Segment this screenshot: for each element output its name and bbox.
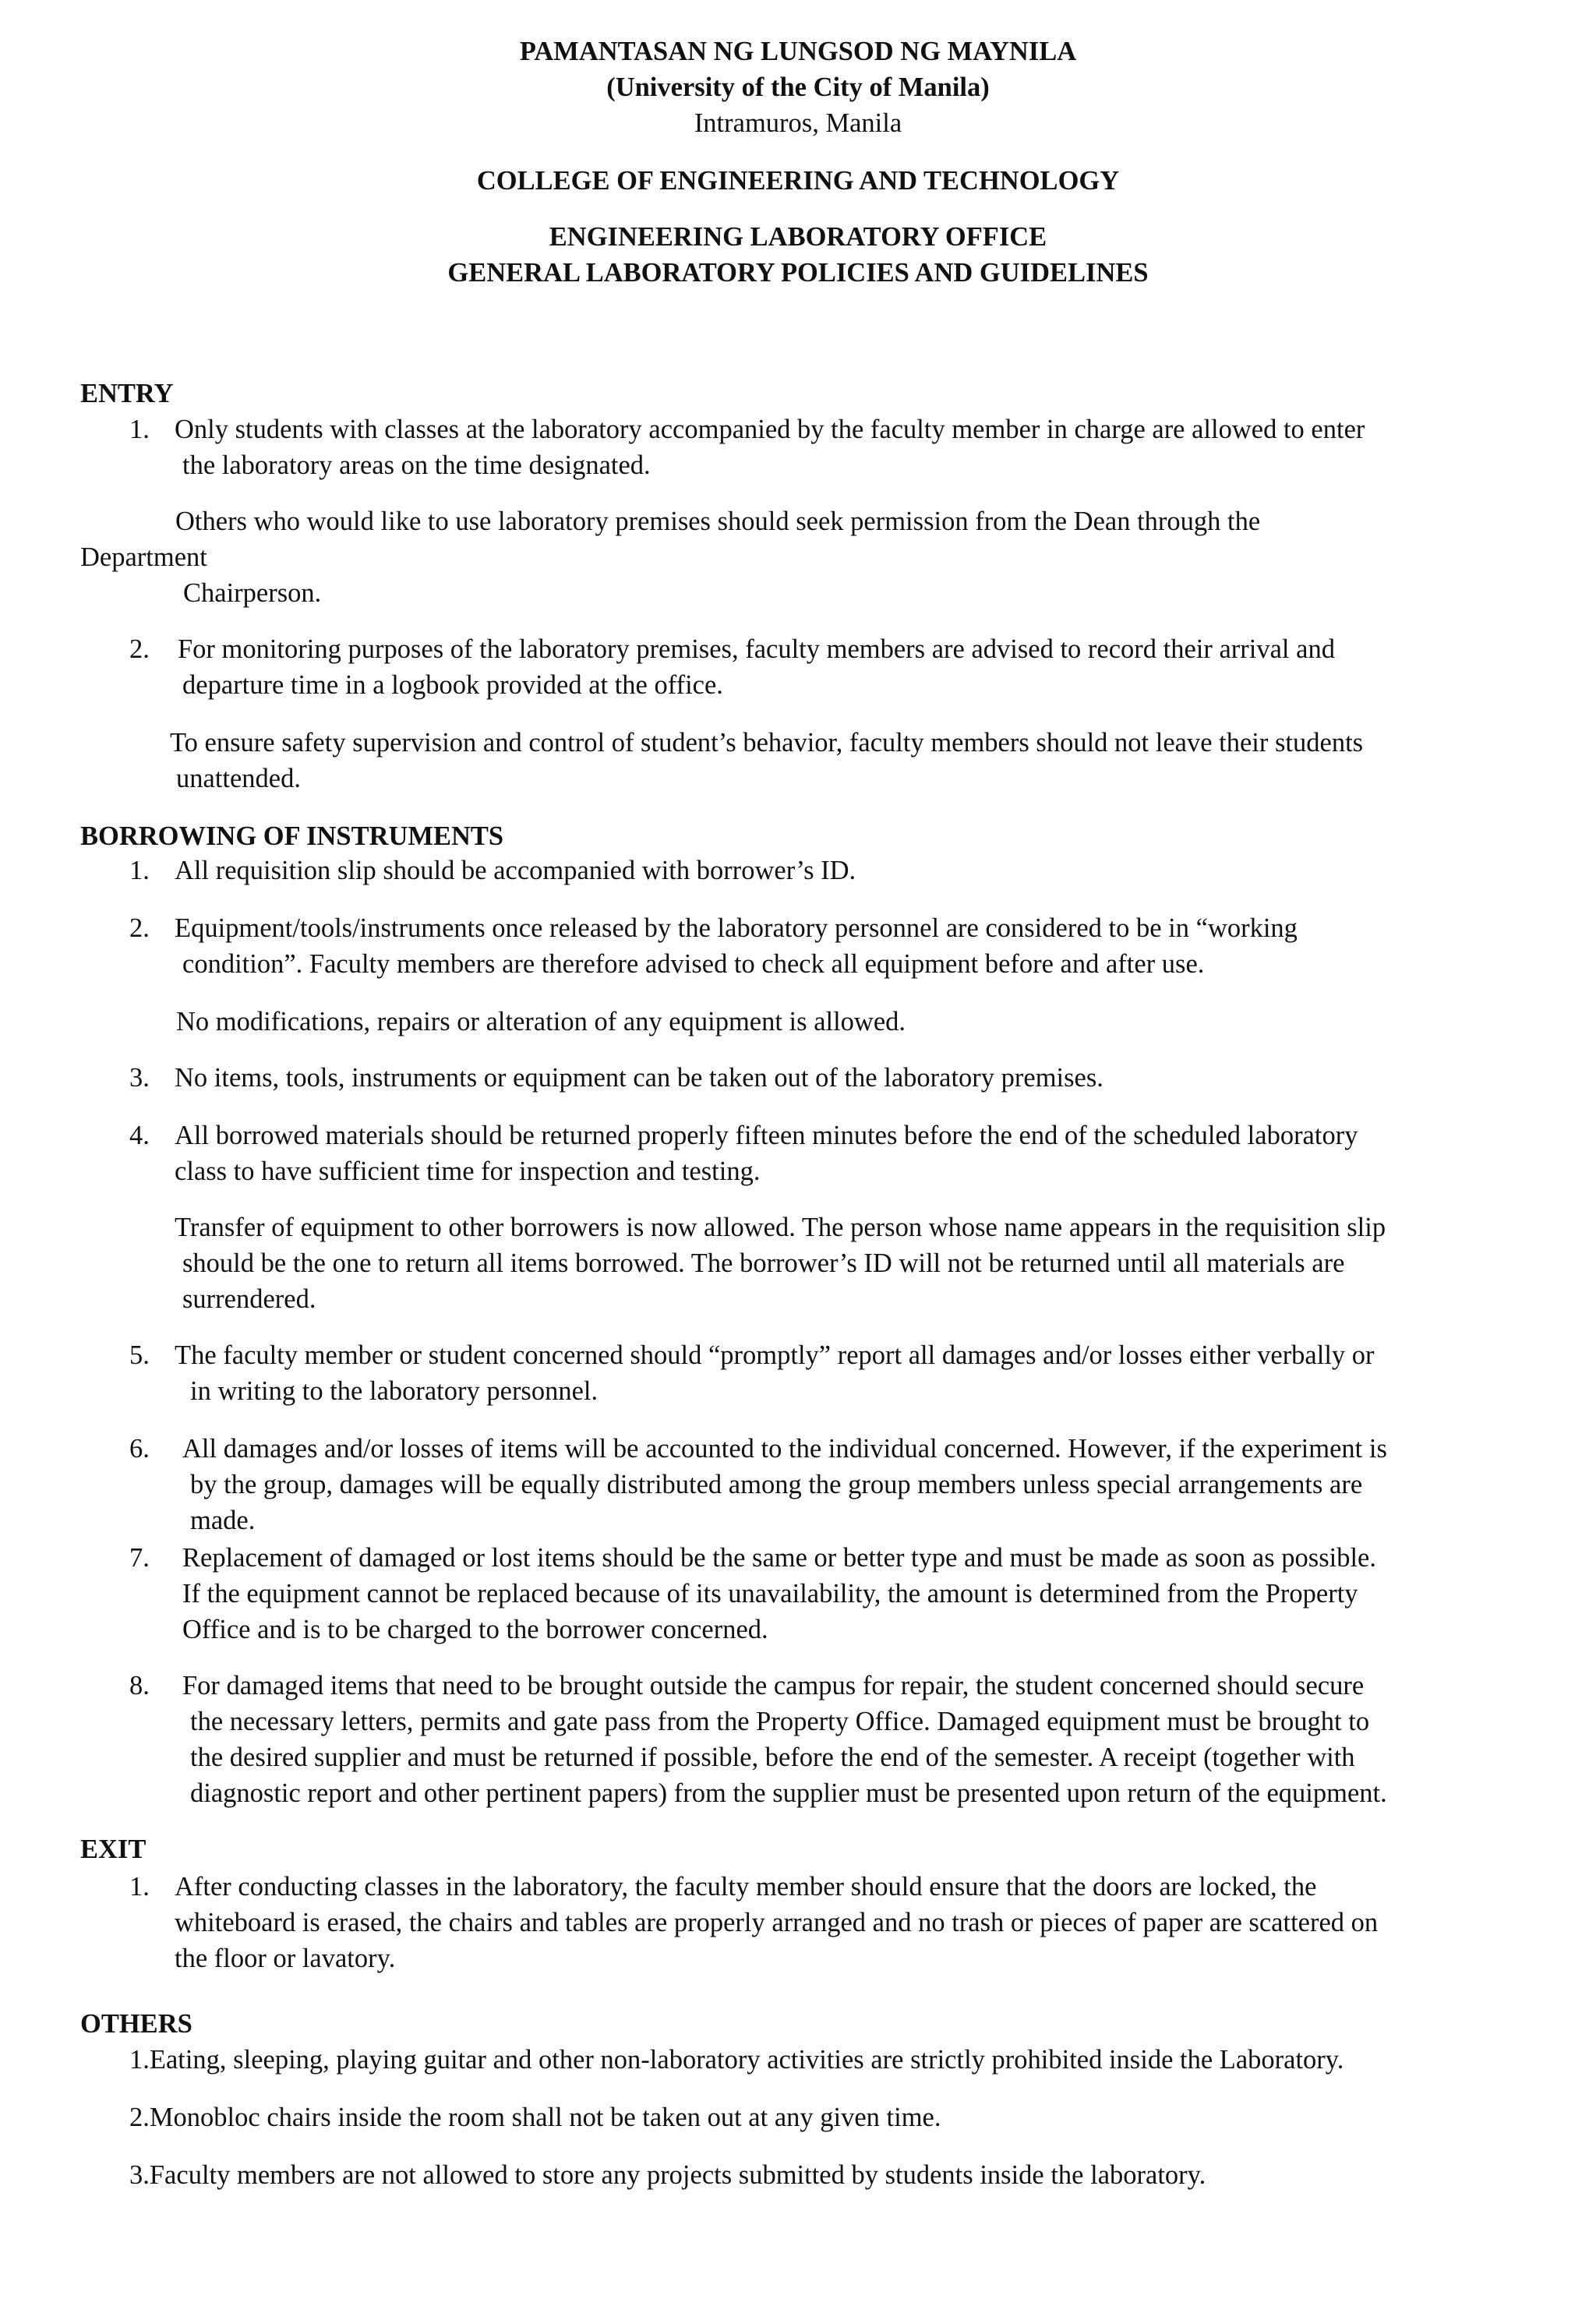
entry-note-supervision: To ensure safety supervision and control of student’s behavior, faculty members should not leave their students unattended. — [170, 728, 1364, 793]
item-number: 6. — [129, 1434, 150, 1464]
item-number: 3. — [129, 1063, 150, 1093]
section-heading-exit: EXIT — [80, 1835, 147, 1864]
list-item: No items, tools, instruments or equipment can be taken out of the laboratory premises. — [175, 1063, 1103, 1093]
list-item: For monitoring purposes of the laboratory premises, faculty members are advised to record their arrival and departure time in a logbook provided at the office. — [178, 634, 1335, 700]
item-number: 1. — [129, 856, 150, 885]
entry-note-permission: Others who would like to use laboratory premises should seek permission from the Dean through the Department Chairperson. — [80, 507, 1261, 608]
list-item: All requisition slip should be accompanied with borrower’s ID. — [175, 856, 856, 885]
list-item: All borrowed materials should be returned properly fifteen minutes before the end of the scheduled laboratory class to have sufficient time for inspection and testing. — [175, 1121, 1358, 1186]
item-number: 4. — [129, 1121, 150, 1150]
item-number: 1. — [129, 1872, 150, 1902]
office-name: ENGINEERING LABORATORY OFFICE — [549, 222, 1047, 252]
list-item: 1.Eating, sleeping, playing guitar and other non-laboratory activities are strictly prohibited inside the Laboratory. — [129, 2045, 1344, 2075]
item-number: 2. — [129, 913, 150, 943]
university-name: PAMANTASAN NG LUNGSOD NG MAYNILA — [519, 37, 1077, 66]
university-english-name: (University of the City of Manila) — [606, 72, 990, 102]
item-number: 2. — [129, 634, 150, 664]
list-item: The faculty member or student concerned should “promptly” report all damages and/or losses either verbally or in writing to the laboratory personnel. — [175, 1340, 1375, 1406]
item-number: 5. — [129, 1340, 150, 1370]
item-number: 1. — [129, 415, 150, 444]
section-heading-others: OTHERS — [80, 2009, 192, 2039]
list-item: After conducting classes in the laboratory, the faculty member should ensure that the doors are locked, the whiteboard is erased, the chairs and tables are properly arranged and no trash or pieces of paper are scattered on the floor or lavatory. — [175, 1872, 1379, 1973]
item-number: 7. — [129, 1543, 150, 1573]
list-item: All damages and/or losses of items will be accounted to the individual concerned. However, if the experiment is by the group, damages will be equally distributed among the group members unless special arrangements are made. — [182, 1434, 1387, 1535]
list-item: Equipment/tools/instruments once released by the laboratory personnel are considered to be in “working condition”. Faculty members are therefore advised to check all equipment before and after use. — [175, 913, 1298, 979]
list-item: 3.Faculty members are not allowed to store any projects submitted by students inside the laboratory. — [129, 2160, 1206, 2190]
borrowing-note-transfer: Transfer of equipment to other borrowers is now allowed. The person whose name appears in the requisition slip should be the one to return all items borrowed. The borrower’s ID will not be returned until all materials are surrendered. — [175, 1213, 1386, 1314]
list-item: 2.Monobloc chairs inside the room shall not be taken out at any given time. — [129, 2103, 941, 2132]
list-item: Only students with classes at the laboratory accompanied by the faculty member in charge are allowed to enter the laboratory areas on the time designated. — [175, 415, 1365, 480]
section-heading-entry: ENTRY — [80, 379, 174, 408]
list-item: Replacement of damaged or lost items should be the same or better type and must be made as soon as possible. If the equipment cannot be replaced because of its unavailability, the amount is determined from the Property Office and is to be charged to the borrower concerned. — [182, 1543, 1376, 1644]
college-name: COLLEGE OF ENGINEERING AND TECHNOLOGY — [476, 166, 1120, 196]
borrowing-note-modifications: No modifications, repairs or alteration of any equipment is allowed. — [176, 1007, 906, 1036]
item-number: 8. — [129, 1671, 150, 1700]
university-location: Intramuros, Manila — [694, 108, 902, 138]
section-heading-borrowing: BORROWING OF INSTRUMENTS — [80, 821, 504, 851]
document-title: GENERAL LABORATORY POLICIES AND GUIDELINES — [447, 258, 1149, 288]
list-item: For damaged items that need to be brought outside the campus for repair, the student concerned should secure the necessary letters, permits and gate pass from the Property Office. Damaged equipment must be brought to the desired supplier and must be returned if possible, before the end of the semester. A receipt (together with diagnostic report and other pertinent papers) from the supplier must be presented upon return of the equipment. — [182, 1671, 1387, 1808]
